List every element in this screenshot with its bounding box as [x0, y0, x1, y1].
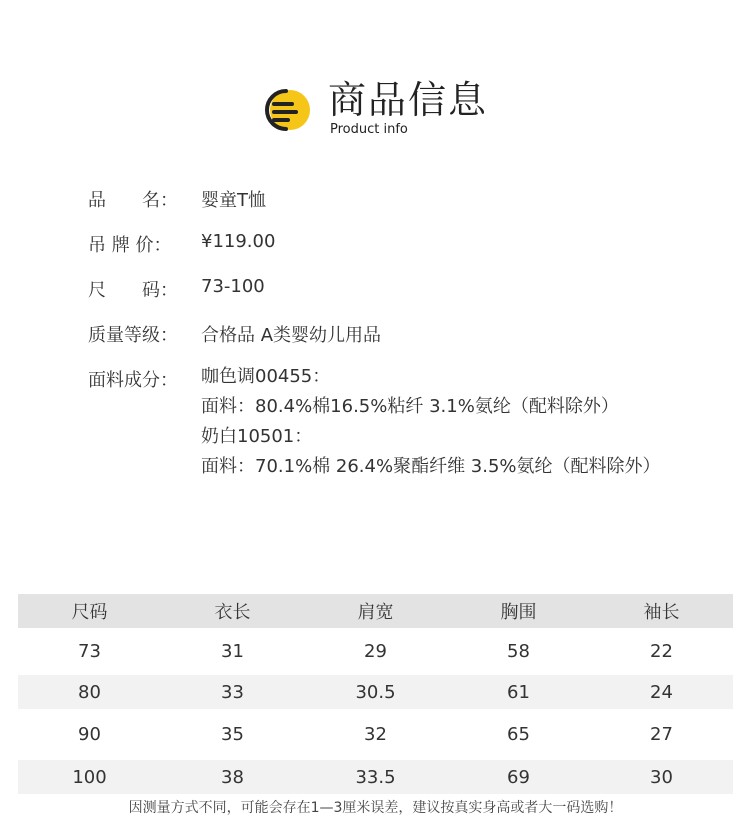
header-cell: 肩宽 [357, 602, 394, 623]
price-label: 吊 牌 价： [88, 235, 172, 256]
header-cell: 胸围 [500, 602, 537, 623]
name-value: 婴童T恤 [201, 190, 266, 211]
product-info-header [262, 78, 522, 142]
composition-line: 面料：70.1%棉 26.4%聚酯纤维 3.5%氨纶（配料除外） [201, 456, 661, 477]
composition-text [201, 362, 671, 482]
table-cell: 33 [221, 681, 244, 703]
section-title: 商品信息 [328, 78, 489, 122]
grade-value: 合格品 A类婴幼儿用品 [201, 325, 382, 346]
table-cell: 80 [78, 681, 101, 703]
table-cell: 33.5 [355, 766, 396, 788]
table-cell: 38 [221, 766, 244, 788]
table-cell: 35 [221, 723, 244, 745]
composition-line: 奶白10501： [201, 426, 313, 447]
table-cell: 31 [221, 640, 244, 662]
measurement-note: 因测量方式不同，可能会存在1—3厘米误差，建议按真实身高或者大一码选购！ [128, 800, 623, 816]
table-cell: 69 [507, 766, 530, 788]
table-cell: 73 [78, 640, 101, 662]
section-subtitle: Product info [330, 122, 408, 137]
table-cell: 30 [650, 766, 673, 788]
table-row [18, 634, 733, 668]
table-cell: 27 [650, 723, 673, 745]
info-row-composition [88, 366, 201, 392]
info-row-size [88, 276, 265, 302]
header-cell: 尺码 [71, 602, 108, 623]
composition-label: 面料成分： [88, 370, 178, 391]
list-document-icon [262, 86, 312, 134]
header-cell: 衣长 [214, 602, 251, 623]
table-cell: 22 [650, 640, 673, 662]
header-cell: 袖长 [643, 602, 680, 623]
info-row-name [88, 186, 266, 212]
grade-label: 质量等级： [88, 325, 178, 346]
table-header-row [18, 594, 733, 628]
composition-line: 面料：80.4%棉16.5%粘纤 3.1%氨纶（配料除外） [201, 396, 619, 417]
table-cell: 90 [78, 723, 101, 745]
table-cell: 30.5 [355, 681, 396, 703]
table-cell: 58 [507, 640, 530, 662]
size-value: 73-100 [201, 276, 265, 297]
info-row-price [88, 231, 276, 257]
table-cell: 65 [507, 723, 530, 745]
info-row-grade [88, 321, 382, 347]
table-row [18, 717, 733, 751]
name-label: 品 名： [88, 190, 178, 211]
table-cell: 24 [650, 681, 673, 703]
table-row [18, 760, 733, 794]
composition-line: 咖色调00455： [201, 366, 331, 387]
table-cell: 61 [507, 681, 530, 703]
table-cell: 32 [364, 723, 387, 745]
price-value: ¥119.00 [201, 231, 276, 252]
table-cell: 100 [72, 766, 107, 788]
table-row [18, 675, 733, 709]
size-label: 尺 码： [88, 280, 178, 301]
table-cell: 29 [364, 640, 387, 662]
